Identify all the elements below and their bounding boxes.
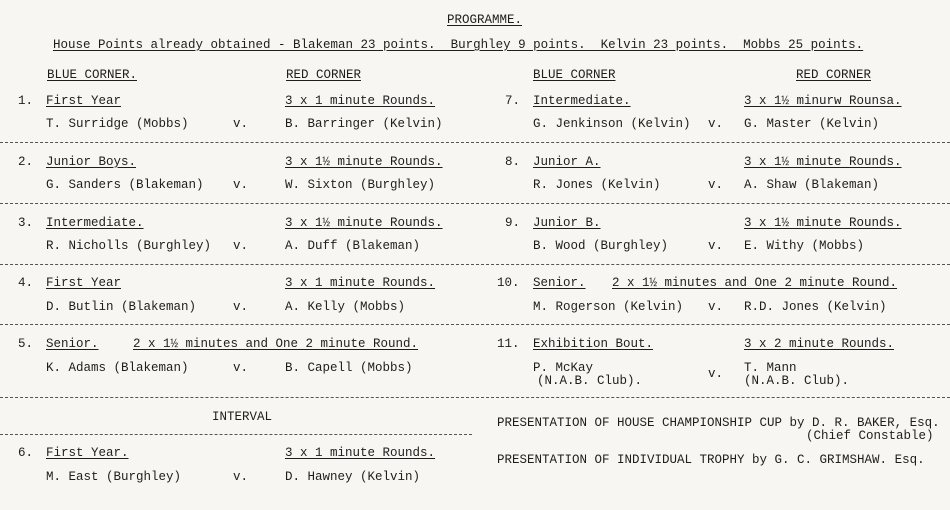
bout-category: Intermediate. (46, 216, 144, 230)
page-title: PROGRAMME. (447, 13, 523, 27)
bout-category: Senior. (533, 276, 586, 290)
divider (0, 397, 950, 398)
red-boxer: E. Withy (Mobbs) (744, 239, 865, 253)
bout-category: Junior B. (533, 216, 601, 230)
red-boxer-club: (N.A.B. Club). (744, 374, 850, 388)
interval-label: INTERVAL (212, 410, 273, 424)
left-red-corner-label: RED CORNER (286, 68, 362, 82)
versus: v. (233, 470, 249, 484)
bout-number: 7. (505, 94, 521, 108)
bout-number: 8. (505, 155, 521, 169)
red-boxer: A. Duff (Blakeman) (285, 239, 421, 253)
divider (0, 203, 950, 204)
red-boxer: A. Kelly (Mobbs) (285, 300, 406, 314)
versus: v. (233, 300, 249, 314)
red-boxer: A. Shaw (Blakeman) (744, 178, 880, 192)
presentation-trophy: PRESENTATION OF INDIVIDUAL TROPHY by G. C. GRIMSHAW. Esq. (497, 453, 925, 467)
bout-rounds: 3 x 1½ minute Rounds. (285, 155, 443, 169)
bout-number: 11. (497, 337, 520, 351)
versus: v. (708, 117, 724, 131)
bout-category: Senior. (46, 337, 99, 351)
blue-boxer: K. Adams (Blakeman) (46, 361, 189, 375)
blue-boxer: G. Sanders (Blakeman) (46, 178, 204, 192)
red-boxer: B. Capell (Mobbs) (285, 361, 413, 375)
red-boxer: G. Master (Kelvin) (744, 117, 880, 131)
bout-number: 4. (18, 276, 34, 290)
bout-category: First Year (46, 94, 122, 108)
versus: v. (233, 178, 249, 192)
versus: v. (708, 178, 724, 192)
bout-number: 1. (18, 94, 34, 108)
red-boxer: B. Barringer (Kelvin) (285, 117, 443, 131)
blue-boxer: M. East (Burghley) (46, 470, 182, 484)
red-boxer: T. Mann (744, 361, 797, 375)
bout-category: First Year. (46, 446, 129, 460)
bout-rounds: 3 x 1 minute Rounds. (285, 94, 436, 108)
divider (0, 142, 950, 143)
versus: v. (708, 300, 724, 314)
bout-number: 10. (497, 276, 520, 290)
bout-category: Junior A. (533, 155, 601, 169)
bout-rounds: 3 x 1 minute Rounds. (285, 446, 436, 460)
bout-number: 9. (505, 216, 521, 230)
divider (0, 434, 472, 435)
presentation-cup: PRESENTATION OF HOUSE CHAMPIONSHIP CUP by D. R. BAKER, Esq. (497, 416, 940, 430)
blue-boxer: D. Butlin (Blakeman) (46, 300, 197, 314)
blue-boxer: R. Nicholls (Burghley) (46, 239, 212, 253)
bout-rounds: 3 x 1½ minute Rounds. (744, 216, 902, 230)
versus: v. (708, 239, 724, 253)
blue-boxer: P. McKay (533, 361, 594, 375)
blue-boxer: B. Wood (Burghley) (533, 239, 669, 253)
red-boxer: R.D. Jones (Kelvin) (744, 300, 887, 314)
right-red-corner-label: RED CORNER (796, 68, 872, 82)
versus: v. (233, 239, 249, 253)
left-blue-corner-label: BLUE CORNER. (47, 68, 138, 82)
bout-category: First Year (46, 276, 122, 290)
bout-category: Exhibition Bout. (533, 337, 654, 351)
red-boxer: D. Hawney (Kelvin) (285, 470, 421, 484)
bout-rounds: 3 x 1½ minurw Rounsa. (744, 94, 902, 108)
versus: v. (708, 367, 724, 381)
presentation-cup-subtitle: (Chief Constable) (806, 429, 934, 443)
bout-number: 2. (18, 155, 34, 169)
bout-number: 5. (18, 337, 34, 351)
versus: v. (233, 117, 249, 131)
bout-rounds: 3 x 1½ minute Rounds. (285, 216, 443, 230)
bout-rounds: 3 x 1 minute Rounds. (285, 276, 436, 290)
blue-boxer: R. Jones (Kelvin) (533, 178, 661, 192)
bout-number: 3. (18, 216, 34, 230)
blue-boxer: T. Surridge (Mobbs) (46, 117, 189, 131)
bout-rounds: 2 x 1½ minutes and One 2 minute Round. (612, 276, 898, 290)
blue-boxer: G. Jenkinson (Kelvin) (533, 117, 691, 131)
bout-rounds: 3 x 1½ minute Rounds. (744, 155, 902, 169)
versus: v. (233, 361, 249, 375)
bout-number: 6. (18, 446, 34, 460)
bout-category: Junior Boys. (46, 155, 137, 169)
bout-category: Intermediate. (533, 94, 631, 108)
divider (0, 324, 950, 325)
blue-boxer-club: (N.A.B. Club). (537, 374, 643, 388)
house-points-summary: House Points already obtained - Blakeman 23 points. Burghley 9 points. Kelvin 23 points. Mobbs 25 points. (53, 38, 864, 52)
red-boxer: W. Sixton (Burghley) (285, 178, 436, 192)
right-blue-corner-label: BLUE CORNER (533, 68, 616, 82)
bout-rounds: 2 x 1½ minutes and One 2 minute Round. (133, 337, 419, 351)
bout-rounds: 3 x 2 minute Rounds. (744, 337, 895, 351)
divider (0, 264, 950, 265)
blue-boxer: M. Rogerson (Kelvin) (533, 300, 684, 314)
